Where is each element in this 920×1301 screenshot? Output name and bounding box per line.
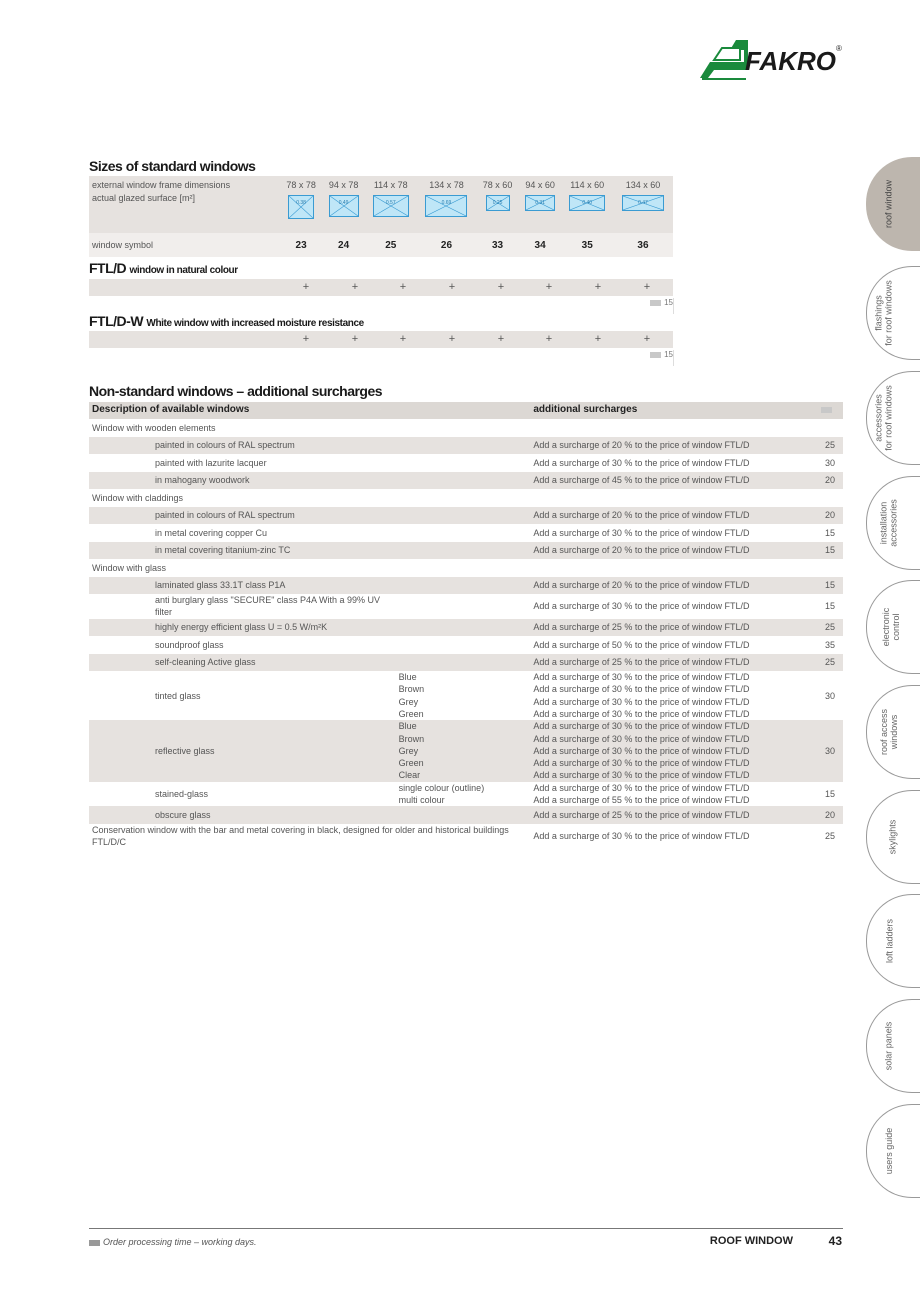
window-symbol-icon [425,195,467,217]
processing-days: 20 [815,806,843,824]
ftld-subtitle: window in natural colour [129,265,238,276]
availability-mark: + [351,333,359,345]
surcharge-cell [533,824,814,849]
window-description: in metal covering titanium-zinc TC [89,542,399,560]
glazed-value: 0.69 [441,200,452,206]
glazed-value: 0.49 [338,200,349,206]
registered-mark: ® [836,44,842,53]
side-tab-label: skylights [887,819,898,855]
surcharge-cell [533,577,814,595]
surcharge-cell [533,507,814,525]
side-tab[interactable] [866,790,920,884]
processing-days: 25 [815,619,843,637]
footer-note-text: Order processing time – working days. [103,1237,257,1247]
surcharge-cell [533,671,814,720]
availability-mark: + [594,281,602,293]
surcharge-text: Add a surcharge of 30 % to the price of window FTL/D [533,782,750,793]
ftld-days-row [89,298,674,314]
surcharge-text: Add a surcharge of 30 % to the price of window FTL/D [533,831,750,841]
variant-label: Green [398,758,424,769]
surcharge-text: Add a surcharge of 30 % to the price of window FTL/D [533,601,750,612]
sizes-table [89,176,673,257]
surcharge-text: Add a surcharge of 30 % to the price of window FTL/D [533,770,750,781]
variant-label: single colour (outline) [398,782,485,793]
processing-days: 30 [815,720,843,781]
window-symbol: 33 [476,233,518,257]
glazed-value: 0.25 [492,200,503,206]
frame-dim: 78 x 78 [280,176,322,193]
glazed-label: actual glazed surface [m²] [89,193,280,233]
ftld-availability-row [89,279,673,296]
surcharge-row [89,472,843,490]
window-description: painted in colours of RAL spectrum [89,437,399,455]
variant-cell [399,577,534,595]
ftldw-title: FTL/D-W [89,313,144,329]
window-description: painted with lazurite lacquer [155,457,267,468]
surcharge-text: Add a surcharge of 25 % to the price of window FTL/D [533,622,750,633]
processing-days: 15 [824,788,835,799]
surcharge-row [89,454,843,472]
window-description: stained-glass [155,788,209,799]
group-label: Window with wooden elements [92,422,216,433]
sizes-title: Sizes of standard windows [89,158,256,174]
surcharge-cell [533,720,814,781]
surcharge-cell [533,454,814,472]
glazed-value: 0.47 [638,200,648,206]
processing-days: 15 [815,577,843,595]
variant-cell [399,619,534,637]
ftldw-availability-row [89,331,673,348]
window-symbol: 35 [562,233,613,257]
surcharge-cell [533,619,814,637]
surcharge-cell [533,782,814,807]
surcharge-text: Add a surcharge of 30 % to the price of window FTL/D [533,721,750,732]
surcharge-row [89,594,843,619]
surcharge-row [89,654,843,672]
variant-cell [399,437,534,455]
surcharge-cell [533,437,814,455]
surcharge-text: Add a surcharge of 20 % to the price of window FTL/D [533,545,750,556]
side-tab[interactable] [866,157,920,251]
surcharge-cell [533,472,814,490]
group-row [89,489,843,507]
glazed-value: 0.57 [385,200,396,206]
frame-dim: 78 x 60 [476,176,518,193]
window-description: painted in colours of RAL spectrum [89,507,399,525]
footer-note [89,1237,257,1247]
window-description: obscure glass [89,806,399,824]
processing-days: 25 [815,654,843,672]
page-footer [89,1228,843,1253]
frame-dim: 134 x 78 [416,176,476,193]
variant-cell [399,806,534,824]
desc-header: Description of available windows [89,402,533,419]
ftld-heading [89,260,238,276]
delivery-truck-icon [89,1240,100,1246]
footer-section: ROOF WINDOW [709,1235,793,1247]
processing-days: 15 [815,542,843,560]
availability-mark: + [545,281,553,293]
window-description: laminated glass 33.1T class P1A [89,577,399,595]
side-tab-label: solar panels [883,1021,894,1071]
availability-mark: + [643,333,651,345]
frame-dims-label: external window frame dimensions [89,176,280,193]
availability-mark: + [448,281,456,293]
side-tab[interactable] [866,580,920,674]
window-description: highly energy efficient glass U = 0.5 W/m²K [89,619,399,637]
variant-cell [399,654,534,672]
processing-days: 25 [824,831,835,841]
brand-name: FAKRO [745,46,836,76]
frame-dims-row [89,176,673,193]
surcharge-text: Add a surcharge of 20 % to the price of window FTL/D [533,440,750,451]
window-symbol-icon [486,195,510,211]
availability-mark: + [351,281,359,293]
window-symbol-icon [622,195,664,211]
variant-label: Blue [398,721,417,732]
surcharge-row [89,507,843,525]
ftldw-subtitle: White window with increased moisture resistance [146,318,364,329]
surcharge-row [89,542,843,560]
window-symbol: 25 [365,233,416,257]
side-tab-label: electronic control [881,607,902,647]
surcharge-cell [533,524,814,542]
variant-cell [399,636,534,654]
processing-days: 15 [824,527,835,538]
surcharge-row [89,636,843,654]
side-tab-label: users guide [883,1127,894,1175]
side-tab[interactable] [866,999,920,1093]
ftld-title: FTL/D [89,260,127,276]
fakro-logo-mark-icon [700,40,748,80]
surcharge-header: additional surcharges [533,402,814,419]
surcharge-row [89,782,843,807]
glazed-value: 0.38 [296,200,306,206]
surcharges-header-row [89,402,843,419]
side-tab[interactable] [866,1104,920,1198]
side-tab-label: accessories for roof windows [873,385,894,451]
variant-label: Clear [398,770,421,781]
processing-days: 20 [815,507,843,525]
fakro-logo [700,40,846,82]
window-symbol-icon [288,195,314,219]
surcharge-text: Add a surcharge of 30 % to the price of window FTL/D [533,696,750,707]
processing-days: 35 [824,639,835,650]
window-description: Conservation window with the bar and metal covering in black, designed for older and historical buildings FTL/D/C [92,824,509,848]
ftld-days: 15 [664,298,673,307]
surcharge-text: Add a surcharge of 30 % to the price of window FTL/D [533,733,750,744]
side-tab-label: loft ladders [884,918,895,964]
ftldw-days: 15 [664,350,673,359]
variant-label: Blue [398,672,417,683]
surcharge-cell [533,806,814,824]
availability-mark: + [448,333,456,345]
processing-days: 25 [815,437,843,455]
variant-cell [399,524,534,542]
surcharge-cell [533,636,814,654]
glazed-row [89,193,673,233]
days-header [815,402,843,419]
side-tab[interactable] [866,266,920,360]
side-tab[interactable] [866,476,920,570]
nonstandard-title: Non-standard windows – additional surcharges [89,383,383,399]
surcharge-row [89,577,843,595]
surcharge-text: Add a surcharge of 25 % to the price of window FTL/D [533,657,750,668]
delivery-truck-icon [821,407,832,413]
frame-dim: 114 x 60 [562,176,613,193]
availability-mark: + [545,333,553,345]
side-tab-label: flashings for roof windows [873,280,894,346]
variant-label: Brown [398,733,425,744]
variant-cell [399,454,534,472]
surcharge-text: Add a surcharge of 20 % to the price of window FTL/D [533,510,750,521]
surcharge-row [89,437,843,455]
variant-cell [399,472,534,490]
group-label: Window with claddings [92,492,184,503]
frame-dim: 134 x 60 [613,176,673,193]
window-description: tinted glass [155,690,201,701]
window-symbol: 34 [519,233,562,257]
surcharge-text: Add a surcharge of 30 % to the price of window FTL/D [533,672,750,683]
side-tab-label: roof window [883,179,894,229]
frame-dim: 94 x 60 [519,176,562,193]
variant-cell [399,671,534,720]
window-symbol: 26 [416,233,476,257]
side-tab-label: roof access windows [879,708,900,756]
availability-mark: + [302,281,310,293]
surcharge-text: Add a surcharge of 50 % to the price of window FTL/D [533,639,750,650]
variant-label: Brown [398,684,425,695]
surcharge-text: Add a surcharge of 25 % to the price of window FTL/D [533,809,750,820]
ftldw-days-row [89,350,674,366]
processing-days: 20 [815,472,843,490]
surcharges-table [89,402,843,848]
surcharge-text: Add a surcharge of 30 % to the price of window FTL/D [533,457,750,468]
page-number: 43 [828,1234,842,1248]
availability-mark: + [497,281,505,293]
surcharge-cell [533,542,814,560]
availability-mark: + [497,333,505,345]
glazed-value: 0.31 [535,200,545,206]
availability-mark: + [594,333,602,345]
availability-mark: + [399,333,407,345]
surcharge-text: Add a surcharge of 30 % to the price of window FTL/D [533,684,750,695]
availability-mark: + [302,333,310,345]
availability-mark: + [399,281,407,293]
window-symbol-icon [525,195,555,211]
window-description: soundproof glass [155,639,224,650]
surcharge-text: Add a surcharge of 30 % to the price of window FTL/D [533,708,750,719]
side-tab[interactable] [866,894,920,988]
symbol-label: window symbol [89,233,280,257]
glazed-value: 0.40 [582,200,593,206]
window-description: self-cleaning Active glass [89,654,399,672]
surcharge-row [89,824,843,849]
window-description: reflective glass [89,720,399,781]
surcharge-text: Add a surcharge of 30 % to the price of window FTL/D [533,527,750,538]
availability-mark: + [643,281,651,293]
processing-days: 30 [824,690,835,701]
surcharge-row [89,720,843,781]
delivery-truck-icon [650,300,661,306]
surcharge-row [89,524,843,542]
surcharge-text: Add a surcharge of 30 % to the price of window FTL/D [533,758,750,769]
symbol-row [89,233,673,257]
variant-label: multi colour [398,795,445,806]
variant-cell [399,542,534,560]
frame-dim: 94 x 78 [322,176,365,193]
side-tab[interactable] [866,685,920,779]
surcharge-row [89,619,843,637]
window-symbol: 24 [322,233,365,257]
window-description: anti burglary glass "SECURE" class P4A With a 99% UV filter [155,595,380,618]
surcharge-cell [533,594,814,619]
variant-label: Grey [398,745,419,756]
surcharge-cell [533,654,814,672]
window-symbol-icon [569,195,605,211]
variant-label: Grey [398,696,419,707]
window-description: in mahogany woodwork [89,472,399,490]
frame-dim: 114 x 78 [365,176,416,193]
group-row [89,419,843,437]
variant-cell [399,507,534,525]
variant-cell [399,594,534,619]
surcharge-text: Add a surcharge of 20 % to the price of window FTL/D [533,580,750,591]
processing-days: 30 [824,457,835,468]
processing-days: 15 [824,601,835,612]
side-tab-label: installation accessories [878,499,899,547]
group-label: Window with glass [92,562,167,573]
group-row [89,559,843,577]
surcharge-text: Add a surcharge of 55 % to the price of window FTL/D [533,795,750,806]
window-symbol-icon [329,195,359,217]
window-symbol-icon [373,195,409,217]
surcharge-row [89,806,843,824]
delivery-truck-icon [650,352,661,358]
variant-cell [399,782,534,807]
side-tab[interactable] [866,371,920,465]
window-description: in metal covering copper Cu [155,527,268,538]
surcharge-text: Add a surcharge of 45 % to the price of window FTL/D [533,475,750,486]
surcharge-row [89,671,843,720]
variant-cell [399,720,534,781]
ftldw-heading [89,313,364,329]
window-symbol: 36 [613,233,673,257]
window-symbol: 23 [280,233,322,257]
variant-label: Green [398,708,424,719]
surcharge-text: Add a surcharge of 30 % to the price of window FTL/D [533,745,750,756]
